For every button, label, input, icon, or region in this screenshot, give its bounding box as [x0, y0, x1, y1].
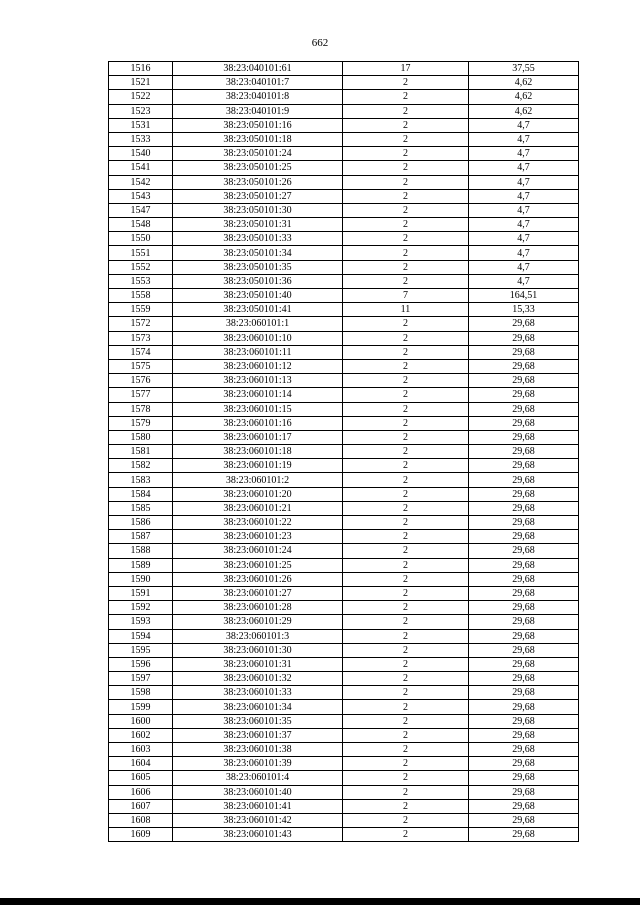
cadastral-number-cell: 38:23:060101:3: [173, 629, 343, 643]
count-cell: 2: [343, 232, 469, 246]
row-number-cell: 1522: [109, 90, 173, 104]
row-number-cell: 1597: [109, 672, 173, 686]
cadastral-number-cell: 38:23:050101:27: [173, 189, 343, 203]
table-row: [109, 785, 579, 799]
row-number-cell: 1578: [109, 402, 173, 416]
land-plot-table: [108, 61, 579, 842]
table-row: [109, 686, 579, 700]
value-cell: 29,68: [469, 615, 579, 629]
cadastral-number-cell: 38:23:060101:34: [173, 700, 343, 714]
table-row: [109, 76, 579, 90]
value-cell: 4,7: [469, 260, 579, 274]
cadastral-number-cell: 38:23:040101:8: [173, 90, 343, 104]
row-number-cell: 1559: [109, 303, 173, 317]
count-cell: 2: [343, 203, 469, 217]
cadastral-number-cell: 38:23:060101:4: [173, 771, 343, 785]
table-body: [109, 62, 579, 842]
count-cell: 2: [343, 246, 469, 260]
row-number-cell: 1588: [109, 544, 173, 558]
count-cell: 11: [343, 303, 469, 317]
value-cell: 29,68: [469, 743, 579, 757]
count-cell: 2: [343, 501, 469, 515]
table-row: [109, 388, 579, 402]
table-row: [109, 147, 579, 161]
cadastral-number-cell: 38:23:060101:38: [173, 743, 343, 757]
row-number-cell: 1591: [109, 586, 173, 600]
value-cell: 4,7: [469, 274, 579, 288]
count-cell: 2: [343, 558, 469, 572]
cadastral-number-cell: 38:23:060101:16: [173, 416, 343, 430]
count-cell: 2: [343, 345, 469, 359]
value-cell: 29,68: [469, 686, 579, 700]
row-number-cell: 1548: [109, 218, 173, 232]
value-cell: 29,68: [469, 345, 579, 359]
table-row: [109, 317, 579, 331]
table-row: [109, 700, 579, 714]
table-row: [109, 62, 579, 76]
row-number-cell: 1516: [109, 62, 173, 76]
value-cell: 29,68: [469, 799, 579, 813]
count-cell: 2: [343, 700, 469, 714]
cadastral-number-cell: 38:23:060101:41: [173, 799, 343, 813]
count-cell: 2: [343, 530, 469, 544]
cadastral-number-cell: 38:23:060101:43: [173, 828, 343, 842]
value-cell: 29,68: [469, 643, 579, 657]
count-cell: 7: [343, 289, 469, 303]
row-number-cell: 1604: [109, 757, 173, 771]
table-row: [109, 359, 579, 373]
count-cell: 2: [343, 260, 469, 274]
row-number-cell: 1572: [109, 317, 173, 331]
count-cell: 2: [343, 430, 469, 444]
table-row: [109, 572, 579, 586]
table-row: [109, 657, 579, 671]
row-number-cell: 1533: [109, 132, 173, 146]
value-cell: 4,7: [469, 203, 579, 217]
row-number-cell: 1574: [109, 345, 173, 359]
cadastral-number-cell: 38:23:060101:31: [173, 657, 343, 671]
value-cell: 4,62: [469, 76, 579, 90]
value-cell: 4,7: [469, 232, 579, 246]
cadastral-number-cell: 38:23:060101:17: [173, 430, 343, 444]
table-row: [109, 530, 579, 544]
row-number-cell: 1581: [109, 445, 173, 459]
value-cell: 29,68: [469, 388, 579, 402]
value-cell: 29,68: [469, 586, 579, 600]
row-number-cell: 1602: [109, 728, 173, 742]
count-cell: 2: [343, 147, 469, 161]
count-cell: 2: [343, 218, 469, 232]
row-number-cell: 1606: [109, 785, 173, 799]
table-row: [109, 813, 579, 827]
count-cell: 2: [343, 516, 469, 530]
table-row: [109, 90, 579, 104]
table-row: [109, 501, 579, 515]
cadastral-number-cell: 38:23:060101:13: [173, 374, 343, 388]
cadastral-number-cell: 38:23:060101:10: [173, 331, 343, 345]
cadastral-number-cell: 38:23:060101:1: [173, 317, 343, 331]
count-cell: 2: [343, 317, 469, 331]
cadastral-number-cell: 38:23:050101:16: [173, 118, 343, 132]
count-cell: 2: [343, 445, 469, 459]
count-cell: 2: [343, 132, 469, 146]
row-number-cell: 1586: [109, 516, 173, 530]
cadastral-number-cell: 38:23:050101:26: [173, 175, 343, 189]
value-cell: 29,68: [469, 785, 579, 799]
count-cell: 2: [343, 657, 469, 671]
value-cell: 4,7: [469, 132, 579, 146]
count-cell: 2: [343, 189, 469, 203]
row-number-cell: 1607: [109, 799, 173, 813]
value-cell: 4,7: [469, 118, 579, 132]
count-cell: 2: [343, 643, 469, 657]
value-cell: 29,68: [469, 374, 579, 388]
cadastral-number-cell: 38:23:050101:33: [173, 232, 343, 246]
cadastral-number-cell: 38:23:060101:20: [173, 487, 343, 501]
cadastral-number-cell: 38:23:040101:7: [173, 76, 343, 90]
cadastral-number-cell: 38:23:050101:24: [173, 147, 343, 161]
value-cell: 29,68: [469, 828, 579, 842]
table-row: [109, 331, 579, 345]
table-row: [109, 516, 579, 530]
row-number-cell: 1550: [109, 232, 173, 246]
row-number-cell: 1592: [109, 601, 173, 615]
cadastral-number-cell: 38:23:060101:29: [173, 615, 343, 629]
count-cell: 2: [343, 459, 469, 473]
count-cell: 2: [343, 161, 469, 175]
count-cell: 2: [343, 714, 469, 728]
table-row: [109, 445, 579, 459]
value-cell: 29,68: [469, 430, 579, 444]
value-cell: 29,68: [469, 459, 579, 473]
count-cell: 2: [343, 686, 469, 700]
cadastral-number-cell: 38:23:060101:15: [173, 402, 343, 416]
count-cell: 2: [343, 813, 469, 827]
table-row: [109, 473, 579, 487]
row-number-cell: 1600: [109, 714, 173, 728]
value-cell: 29,68: [469, 728, 579, 742]
row-number-cell: 1593: [109, 615, 173, 629]
table-row: [109, 586, 579, 600]
count-cell: 2: [343, 672, 469, 686]
table-row: [109, 232, 579, 246]
count-cell: 2: [343, 828, 469, 842]
row-number-cell: 1543: [109, 189, 173, 203]
table-row: [109, 132, 579, 146]
cadastral-number-cell: 38:23:060101:23: [173, 530, 343, 544]
cadastral-number-cell: 38:23:040101:9: [173, 104, 343, 118]
row-number-cell: 1609: [109, 828, 173, 842]
table-row: [109, 175, 579, 189]
row-number-cell: 1585: [109, 501, 173, 515]
count-cell: 2: [343, 743, 469, 757]
row-number-cell: 1575: [109, 359, 173, 373]
value-cell: 29,68: [469, 629, 579, 643]
row-number-cell: 1558: [109, 289, 173, 303]
cadastral-number-cell: 38:23:060101:18: [173, 445, 343, 459]
row-number-cell: 1577: [109, 388, 173, 402]
count-cell: 2: [343, 90, 469, 104]
table-row: [109, 104, 579, 118]
count-cell: 2: [343, 771, 469, 785]
cadastral-number-cell: 38:23:060101:40: [173, 785, 343, 799]
count-cell: 2: [343, 175, 469, 189]
value-cell: 29,68: [469, 530, 579, 544]
cadastral-number-cell: 38:23:060101:30: [173, 643, 343, 657]
cadastral-number-cell: 38:23:060101:32: [173, 672, 343, 686]
table-row: [109, 203, 579, 217]
count-cell: 17: [343, 62, 469, 76]
cadastral-number-cell: 38:23:050101:31: [173, 218, 343, 232]
count-cell: 2: [343, 416, 469, 430]
table-row: [109, 743, 579, 757]
value-cell: 4,7: [469, 246, 579, 260]
table-row: [109, 828, 579, 842]
cadastral-number-cell: 38:23:060101:37: [173, 728, 343, 742]
cadastral-number-cell: 38:23:050101:34: [173, 246, 343, 260]
table-row: [109, 757, 579, 771]
value-cell: 29,68: [469, 558, 579, 572]
row-number-cell: 1552: [109, 260, 173, 274]
row-number-cell: 1553: [109, 274, 173, 288]
count-cell: 2: [343, 473, 469, 487]
table-row: [109, 430, 579, 444]
value-cell: 29,68: [469, 487, 579, 501]
value-cell: 29,68: [469, 672, 579, 686]
value-cell: 164,51: [469, 289, 579, 303]
count-cell: 2: [343, 274, 469, 288]
row-number-cell: 1582: [109, 459, 173, 473]
row-number-cell: 1523: [109, 104, 173, 118]
row-number-cell: 1605: [109, 771, 173, 785]
value-cell: 29,68: [469, 416, 579, 430]
row-number-cell: 1531: [109, 118, 173, 132]
count-cell: 2: [343, 359, 469, 373]
table-row: [109, 558, 579, 572]
value-cell: 29,68: [469, 402, 579, 416]
cadastral-number-cell: 38:23:050101:30: [173, 203, 343, 217]
count-cell: 2: [343, 629, 469, 643]
value-cell: 29,68: [469, 445, 579, 459]
cadastral-number-cell: 38:23:060101:21: [173, 501, 343, 515]
count-cell: 2: [343, 601, 469, 615]
count-cell: 2: [343, 487, 469, 501]
cadastral-number-cell: 38:23:060101:28: [173, 601, 343, 615]
count-cell: 2: [343, 757, 469, 771]
value-cell: 29,68: [469, 757, 579, 771]
cadastral-number-cell: 38:23:060101:19: [173, 459, 343, 473]
row-number-cell: 1576: [109, 374, 173, 388]
row-number-cell: 1584: [109, 487, 173, 501]
table-row: [109, 218, 579, 232]
value-cell: 29,68: [469, 813, 579, 827]
table-row: [109, 416, 579, 430]
table-row: [109, 728, 579, 742]
count-cell: 2: [343, 544, 469, 558]
row-number-cell: 1541: [109, 161, 173, 175]
cadastral-number-cell: 38:23:060101:33: [173, 686, 343, 700]
row-number-cell: 1598: [109, 686, 173, 700]
value-cell: 29,68: [469, 516, 579, 530]
cadastral-number-cell: 38:23:040101:61: [173, 62, 343, 76]
cadastral-number-cell: 38:23:050101:35: [173, 260, 343, 274]
table-row: [109, 714, 579, 728]
cadastral-number-cell: 38:23:060101:25: [173, 558, 343, 572]
count-cell: 2: [343, 402, 469, 416]
row-number-cell: 1589: [109, 558, 173, 572]
table-row: [109, 118, 579, 132]
table-row: [109, 189, 579, 203]
table-row: [109, 374, 579, 388]
value-cell: 29,68: [469, 331, 579, 345]
page-number: 662: [311, 37, 329, 49]
count-cell: 2: [343, 728, 469, 742]
value-cell: 29,68: [469, 657, 579, 671]
value-cell: 29,68: [469, 700, 579, 714]
value-cell: 29,68: [469, 501, 579, 515]
row-number-cell: 1599: [109, 700, 173, 714]
table-row: [109, 615, 579, 629]
table-row: [109, 260, 579, 274]
table-row: [109, 289, 579, 303]
table-row: [109, 799, 579, 813]
value-cell: 4,7: [469, 218, 579, 232]
row-number-cell: 1587: [109, 530, 173, 544]
table-row: [109, 672, 579, 686]
count-cell: 2: [343, 572, 469, 586]
count-cell: 2: [343, 118, 469, 132]
cadastral-number-cell: 38:23:060101:2: [173, 473, 343, 487]
row-number-cell: 1603: [109, 743, 173, 757]
value-cell: 4,7: [469, 147, 579, 161]
value-cell: 15,33: [469, 303, 579, 317]
cadastral-number-cell: 38:23:050101:41: [173, 303, 343, 317]
count-cell: 2: [343, 785, 469, 799]
value-cell: 4,7: [469, 175, 579, 189]
count-cell: 2: [343, 388, 469, 402]
cadastral-number-cell: 38:23:060101:11: [173, 345, 343, 359]
row-number-cell: 1608: [109, 813, 173, 827]
table-row: [109, 544, 579, 558]
row-number-cell: 1551: [109, 246, 173, 260]
value-cell: 29,68: [469, 771, 579, 785]
cadastral-number-cell: 38:23:050101:36: [173, 274, 343, 288]
table-row: [109, 303, 579, 317]
row-number-cell: 1595: [109, 643, 173, 657]
cadastral-number-cell: 38:23:060101:24: [173, 544, 343, 558]
cadastral-number-cell: 38:23:060101:39: [173, 757, 343, 771]
row-number-cell: 1583: [109, 473, 173, 487]
row-number-cell: 1540: [109, 147, 173, 161]
row-number-cell: 1590: [109, 572, 173, 586]
count-cell: 2: [343, 76, 469, 90]
count-cell: 2: [343, 799, 469, 813]
count-cell: 2: [343, 586, 469, 600]
value-cell: 29,68: [469, 473, 579, 487]
cadastral-number-cell: 38:23:060101:27: [173, 586, 343, 600]
count-cell: 2: [343, 104, 469, 118]
row-number-cell: 1521: [109, 76, 173, 90]
value-cell: 29,68: [469, 601, 579, 615]
count-cell: 2: [343, 374, 469, 388]
table-row: [109, 402, 579, 416]
table-row: [109, 643, 579, 657]
cadastral-number-cell: 38:23:060101:35: [173, 714, 343, 728]
value-cell: 29,68: [469, 714, 579, 728]
value-cell: 4,62: [469, 90, 579, 104]
row-number-cell: 1596: [109, 657, 173, 671]
row-number-cell: 1579: [109, 416, 173, 430]
row-number-cell: 1573: [109, 331, 173, 345]
cadastral-number-cell: 38:23:060101:26: [173, 572, 343, 586]
value-cell: 4,7: [469, 161, 579, 175]
table-row: [109, 601, 579, 615]
table-row: [109, 161, 579, 175]
table-row: [109, 274, 579, 288]
value-cell: 37,55: [469, 62, 579, 76]
row-number-cell: 1547: [109, 203, 173, 217]
row-number-cell: 1542: [109, 175, 173, 189]
count-cell: 2: [343, 331, 469, 345]
cadastral-number-cell: 38:23:050101:18: [173, 132, 343, 146]
table-row: [109, 345, 579, 359]
table-row: [109, 771, 579, 785]
value-cell: 4,7: [469, 189, 579, 203]
value-cell: 29,68: [469, 544, 579, 558]
cadastral-number-cell: 38:23:060101:22: [173, 516, 343, 530]
row-number-cell: 1594: [109, 629, 173, 643]
cadastral-number-cell: 38:23:060101:14: [173, 388, 343, 402]
scan-bottom-edge: [0, 898, 640, 905]
cadastral-number-cell: 38:23:060101:42: [173, 813, 343, 827]
cadastral-number-cell: 38:23:050101:25: [173, 161, 343, 175]
value-cell: 4,62: [469, 104, 579, 118]
cadastral-number-cell: 38:23:060101:12: [173, 359, 343, 373]
count-cell: 2: [343, 615, 469, 629]
table-row: [109, 459, 579, 473]
value-cell: 29,68: [469, 317, 579, 331]
cadastral-number-cell: 38:23:050101:40: [173, 289, 343, 303]
table-row: [109, 246, 579, 260]
table-row: [109, 629, 579, 643]
value-cell: 29,68: [469, 359, 579, 373]
value-cell: 29,68: [469, 572, 579, 586]
table-row: [109, 487, 579, 501]
row-number-cell: 1580: [109, 430, 173, 444]
